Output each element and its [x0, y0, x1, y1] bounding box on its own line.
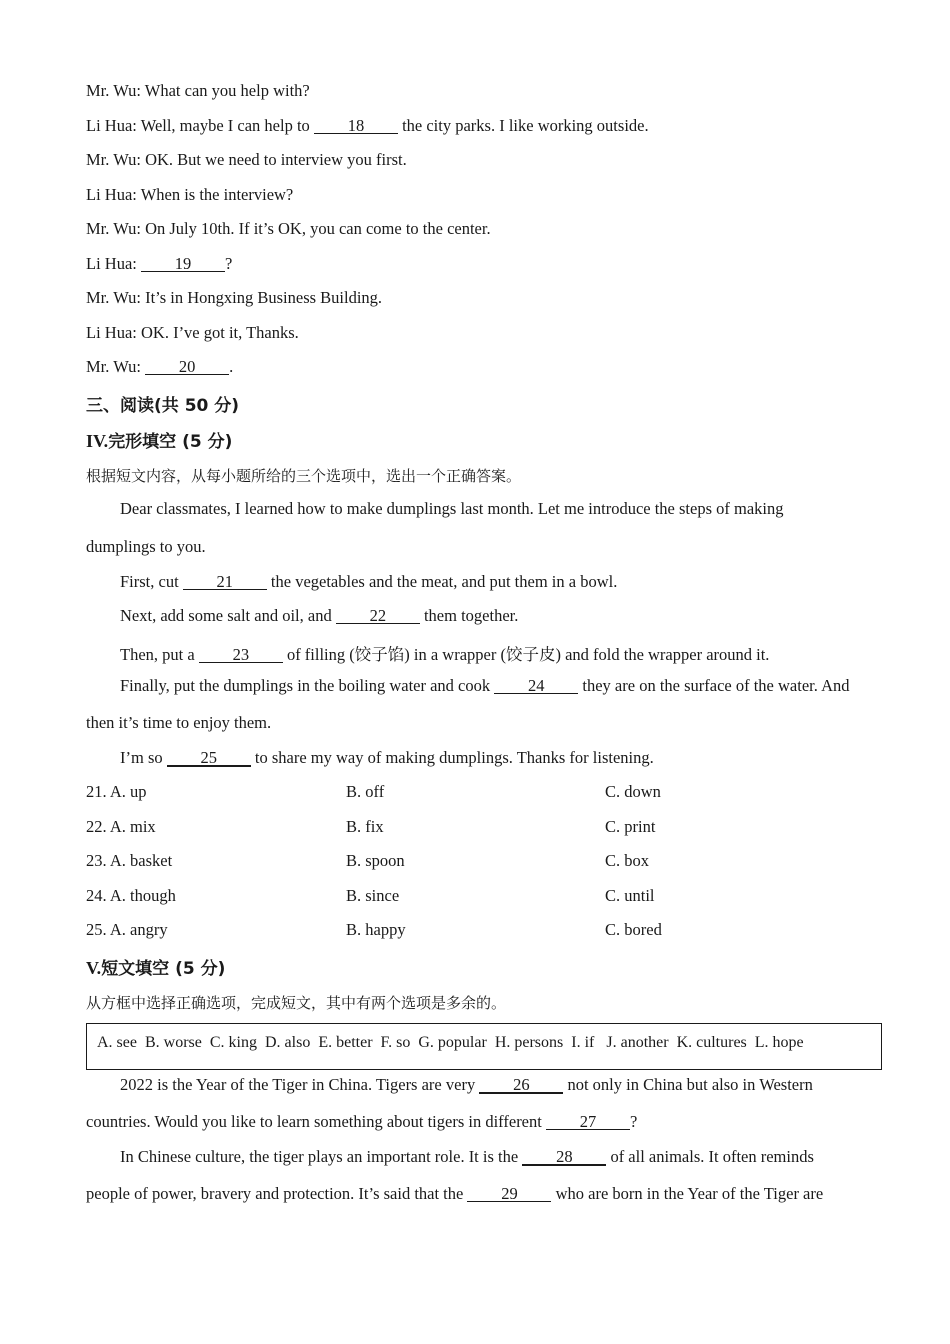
blank-28: 28: [522, 1149, 606, 1166]
blank-27: 27: [546, 1114, 630, 1130]
blank-20: 20: [145, 359, 229, 375]
text: First, cut: [120, 572, 183, 591]
text: In Chinese culture, the tiger plays an important role. It is the: [120, 1147, 523, 1166]
option-a: 25. A. angry: [86, 920, 168, 939]
blank-22: 22: [336, 608, 420, 624]
word-option: L. hope: [754, 1034, 804, 1051]
blank-29: 29: [467, 1186, 551, 1202]
paragraph-line: [120, 606, 518, 626]
paragraph-line: [120, 1075, 813, 1095]
section-number: V.: [86, 958, 102, 978]
blank-23: 23: [199, 647, 283, 663]
text: Mr. Wu:: [86, 357, 146, 376]
option-b: B. spoon: [346, 851, 405, 870]
dialogue-line: [86, 357, 233, 377]
option-c: C. box: [605, 851, 650, 870]
section-title-text: 短文填空 (5 分): [101, 959, 226, 979]
text: .: [229, 357, 234, 376]
paragraph-line: dumplings to you.: [86, 537, 206, 556]
text: Li Hua:: [86, 254, 141, 273]
option-a: 22. A. mix: [86, 817, 156, 836]
option-b: B. fix: [346, 817, 384, 836]
dialogue-line: Mr. Wu: On July 10th. If it’s OK, you can come to the center.: [86, 219, 491, 238]
text: ?: [629, 1112, 638, 1131]
blank-26: 26: [479, 1077, 563, 1094]
text: them together.: [419, 606, 519, 625]
word-option: E. better: [318, 1034, 373, 1051]
option-c: C. print: [605, 817, 656, 836]
text: people of power, bravery and protection. It’s said that the: [86, 1184, 468, 1203]
text: they are on the surface of the water. And: [578, 676, 850, 695]
option-b: B. off: [346, 782, 385, 801]
blank-21: 21: [183, 574, 267, 590]
option-a: 21. A. up: [86, 782, 147, 801]
paragraph-line: [86, 1112, 637, 1132]
text: I’m so: [120, 748, 167, 767]
paragraph-line: [120, 572, 617, 592]
blank-24: 24: [494, 678, 578, 694]
word-option: F. so: [380, 1034, 411, 1051]
option-a: 23. A. basket: [86, 851, 173, 870]
word-box-items: [97, 1034, 804, 1052]
text: to share my way of making dumplings. Thanks for listening.: [250, 748, 654, 767]
word-option: H. persons: [494, 1034, 564, 1051]
option-c: C. bored: [605, 920, 662, 939]
paragraph-line: [120, 1147, 814, 1167]
text: countries. Would you like to learn something about tigers in different: [86, 1112, 546, 1131]
dialogue-line: [86, 254, 232, 274]
dialogue-line: Mr. Wu: It’s in Hongxing Business Building.: [86, 288, 383, 307]
word-option: C. king: [209, 1034, 257, 1051]
dialogue-line: Li Hua: OK. I’ve got it, Thanks.: [86, 323, 299, 342]
paragraph-line: [120, 676, 850, 696]
text: not only in China but also in Western: [563, 1075, 813, 1094]
text: the vegetables and the meat, and put them in a bowl.: [266, 572, 618, 591]
word-option: A. see: [97, 1034, 137, 1051]
word-option: G. popular: [418, 1034, 487, 1051]
section-number: IV.: [86, 431, 109, 451]
option-a: 24. A. though: [86, 886, 176, 905]
paragraph-line: [120, 748, 654, 768]
blank-19: 19: [141, 256, 225, 272]
word-option: K. cultures: [676, 1034, 747, 1051]
dialogue-line: [86, 116, 649, 136]
text: who are born in the Year of the Tiger are: [551, 1184, 824, 1203]
blank-18: 18: [314, 118, 398, 134]
option-c: C. down: [605, 782, 661, 801]
instruction: 从方框中选择正确选项，完成短文，其中有两个选项是多余的。: [86, 994, 507, 1012]
text: Finally, put the dumplings in the boiling water and cook: [120, 676, 495, 695]
instruction: 根据短文内容，从每小题所给的三个选项中，选出一个正确答案。: [86, 467, 522, 485]
text: ?: [225, 254, 233, 273]
section-title-fill: [86, 954, 225, 979]
dialogue-line: Li Hua: When is the interview?: [86, 185, 294, 204]
text: Then, put a: [120, 645, 199, 664]
section-title-text: 三、阅读(共 50 分): [86, 396, 240, 416]
text: 2022 is the Year of the Tiger in China. Tigers are very: [120, 1075, 480, 1094]
option-b: B. happy: [346, 920, 406, 939]
section-title-cloze: [86, 427, 232, 452]
text: Next, add some salt and oil, and: [120, 606, 336, 625]
word-option: D. also: [265, 1034, 311, 1051]
section-title-text: 完形填空 (5 分): [108, 432, 233, 452]
word-option: B. worse: [144, 1034, 202, 1051]
blank-25: 25: [167, 750, 251, 767]
option-c: C. until: [605, 886, 655, 905]
dialogue-line: Mr. Wu: What can you help with?: [86, 81, 310, 100]
paragraph-line: [86, 1184, 823, 1204]
paragraph-line: [120, 641, 769, 665]
paragraph-line: then it’s time to enjoy them.: [86, 713, 272, 732]
word-option: J. another: [602, 1034, 669, 1051]
text: of all animals. It often reminds: [606, 1147, 814, 1166]
text: Li Hua: Well, maybe I can help to: [86, 116, 314, 135]
option-b: B. since: [346, 886, 400, 905]
section-title-reading: [86, 391, 239, 416]
paragraph-line: Dear classmates, I learned how to make dumplings last month. Let me introduce the steps of making: [120, 499, 784, 518]
word-box: [86, 1023, 882, 1070]
text: of filling (饺子馅) in a wrapper (饺子皮) and fold the wrapper around it.: [282, 645, 770, 664]
text: the city parks. I like working outside.: [397, 116, 649, 135]
dialogue-line: Mr. Wu: OK. But we need to interview you first.: [86, 150, 407, 169]
word-option: I. if: [571, 1034, 595, 1051]
